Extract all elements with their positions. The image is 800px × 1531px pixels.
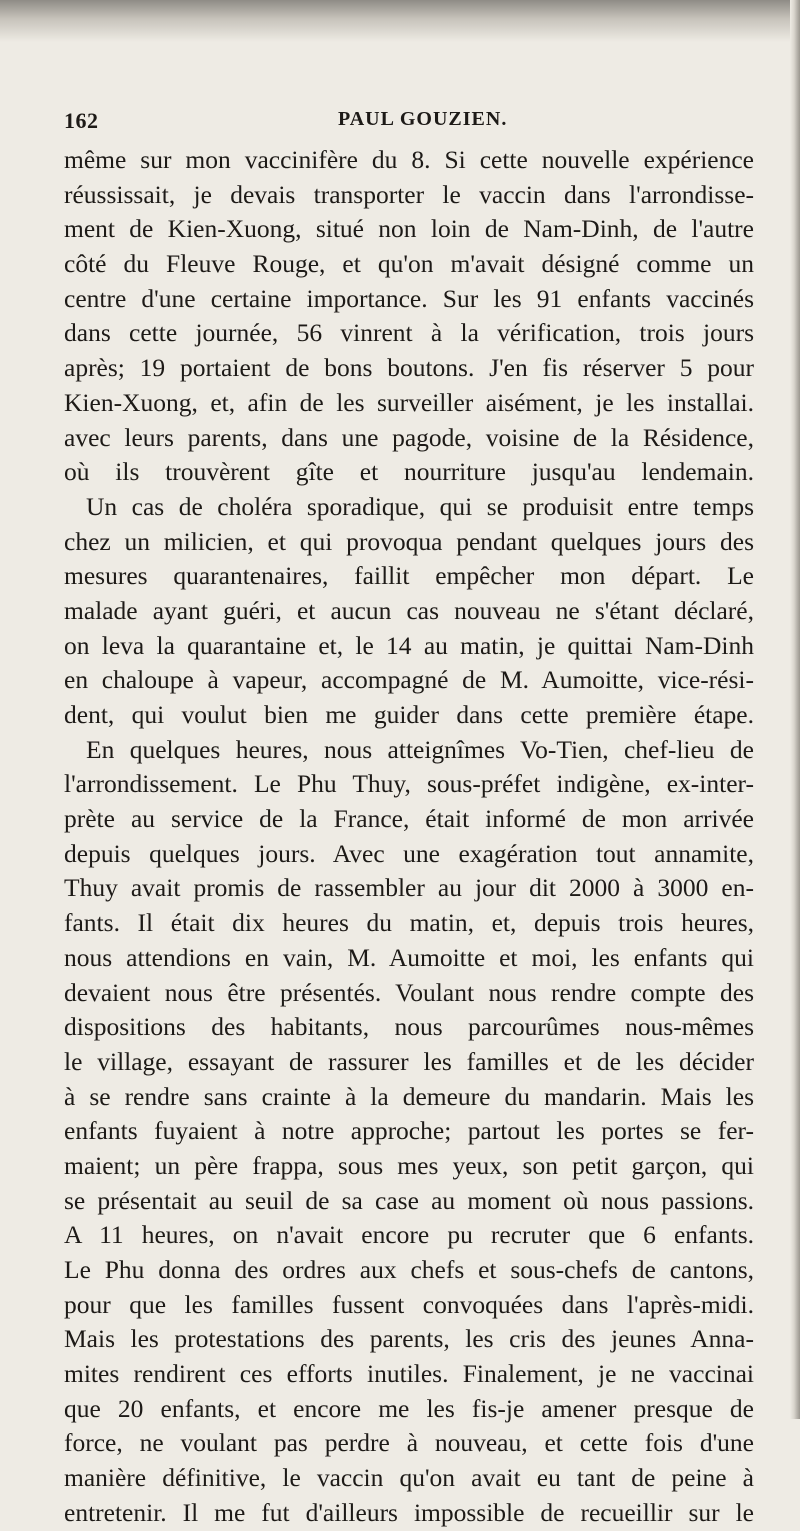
text-line: Un cas de choléra sporadique, qui se produisit entre temps bbox=[86, 491, 754, 521]
page-right-shadow bbox=[790, 0, 800, 1419]
text-line: force, ne voulant pas perdre à nouveau, et cette fois d'une bbox=[64, 1428, 754, 1458]
running-head bbox=[64, 108, 754, 138]
text-line: mites rendirent ces efforts inutiles. Finalement, je ne vaccinai bbox=[64, 1359, 754, 1389]
text-line: En quelques heures, nous atteignîmes Vo-Tien, chef-lieu de bbox=[86, 734, 754, 764]
text-line: centre d'une certaine importance. Sur les 91 enfants vaccinés bbox=[64, 283, 754, 313]
text-line: côté du Fleuve Rouge, et qu'on m'avait désigné comme un bbox=[64, 249, 754, 279]
text-line: ment de Kien-Xuong, situé non loin de Nam-Dinh, de l'autre bbox=[64, 214, 754, 244]
text-line: malade ayant guéri, et aucun cas nouveau ne s'étant déclaré, bbox=[64, 595, 754, 625]
text-line: Thuy avait promis de rassembler au jour dit 2000 à 3000 en- bbox=[64, 873, 754, 903]
page-number: 162 bbox=[64, 108, 99, 133]
text-line: se présentait au seuil de sa case au moment où nous passions. bbox=[64, 1185, 754, 1215]
text-line: le village, essayant de rassurer les familles et de les décider bbox=[64, 1046, 754, 1076]
text-line: Le Phu donna des ordres aux chefs et sous-chefs de cantons, bbox=[64, 1255, 754, 1284]
text-line: chez un milicien, et qui provoqua pendant quelques jours des bbox=[64, 526, 754, 556]
running-title: PAUL GOUZIEN. bbox=[338, 108, 508, 130]
text-line: où ils trouvèrent gîte et nourriture jusqu'au lendemain. bbox=[64, 457, 754, 487]
text-line: enfants fuyaient à notre approche; partout les portes se fer- bbox=[64, 1116, 754, 1146]
text-line: A 11 heures, on n'avait encore pu recruter que 6 enfants. bbox=[64, 1220, 754, 1250]
page-top-shadow bbox=[0, 0, 800, 42]
text-line: maient; un père frappa, sous mes yeux, son petit garçon, qui bbox=[64, 1150, 754, 1180]
text-line: mesures quarantenaires, faillit empêcher mon départ. Le bbox=[64, 561, 754, 591]
text-line: manière définitive, le vaccin qu'on avait eu tant de peine à bbox=[64, 1463, 754, 1493]
text-line: dans cette journée, 56 vinrent à la vérification, trois jours bbox=[64, 318, 754, 348]
text-line: prète au service de la France, était informé de mon arrivée bbox=[64, 804, 754, 834]
body-text bbox=[64, 143, 754, 1531]
text-line: Kien-Xuong, et, afin de les surveiller aisément, je les installai. bbox=[64, 387, 754, 417]
text-line: fants. Il était dix heures du matin, et, depuis trois heures, bbox=[64, 908, 754, 938]
text-line: l'arrondissement. Le Phu Thuy, sous-préfet indigène, ex-inter- bbox=[64, 769, 754, 799]
text-line: dispositions des habitants, nous parcourûmes nous-mêmes bbox=[64, 1012, 754, 1042]
text-line: réussissait, je devais transporter le vaccin dans l'arrondisse- bbox=[64, 179, 754, 209]
text-line: que 20 enfants, et encore me les fis-je amener presque de bbox=[64, 1393, 754, 1423]
text-line: en chaloupe à vapeur, accompagné de M. Aumoitte, vice-rési- bbox=[64, 665, 754, 695]
text-line: même sur mon vaccinifère du 8. Si cette nouvelle expérience bbox=[64, 145, 754, 174]
text-line: à se rendre sans crainte à la demeure du mandarin. Mais les bbox=[64, 1081, 754, 1111]
text-line: nous attendions en vain, M. Aumoitte et moi, les enfants qui bbox=[64, 942, 754, 972]
text-line: on leva la quarantaine et, le 14 au matin, je quittai Nam-Dinh bbox=[64, 630, 754, 660]
text-line: devaient nous être présentés. Voulant nous rendre compte des bbox=[64, 977, 754, 1007]
text-line: entretenir. Il me fut d'ailleurs impossible de recueillir sur le bbox=[64, 1497, 754, 1527]
text-line: après; 19 portaient de bons boutons. J'en fis réserver 5 pour bbox=[64, 353, 754, 383]
text-line: depuis quelques jours. Avec une exagération tout annamite, bbox=[64, 838, 754, 868]
text-line: Mais les protestations des parents, les cris des jeunes Anna- bbox=[64, 1324, 754, 1354]
text-line: avec leurs parents, dans une pagode, voisine de la Résidence, bbox=[64, 422, 754, 452]
text-line: dent, qui voulut bien me guider dans cette première étape. bbox=[64, 700, 754, 729]
text-line: pour que les familles fussent convoquées dans l'après-midi. bbox=[64, 1289, 754, 1319]
